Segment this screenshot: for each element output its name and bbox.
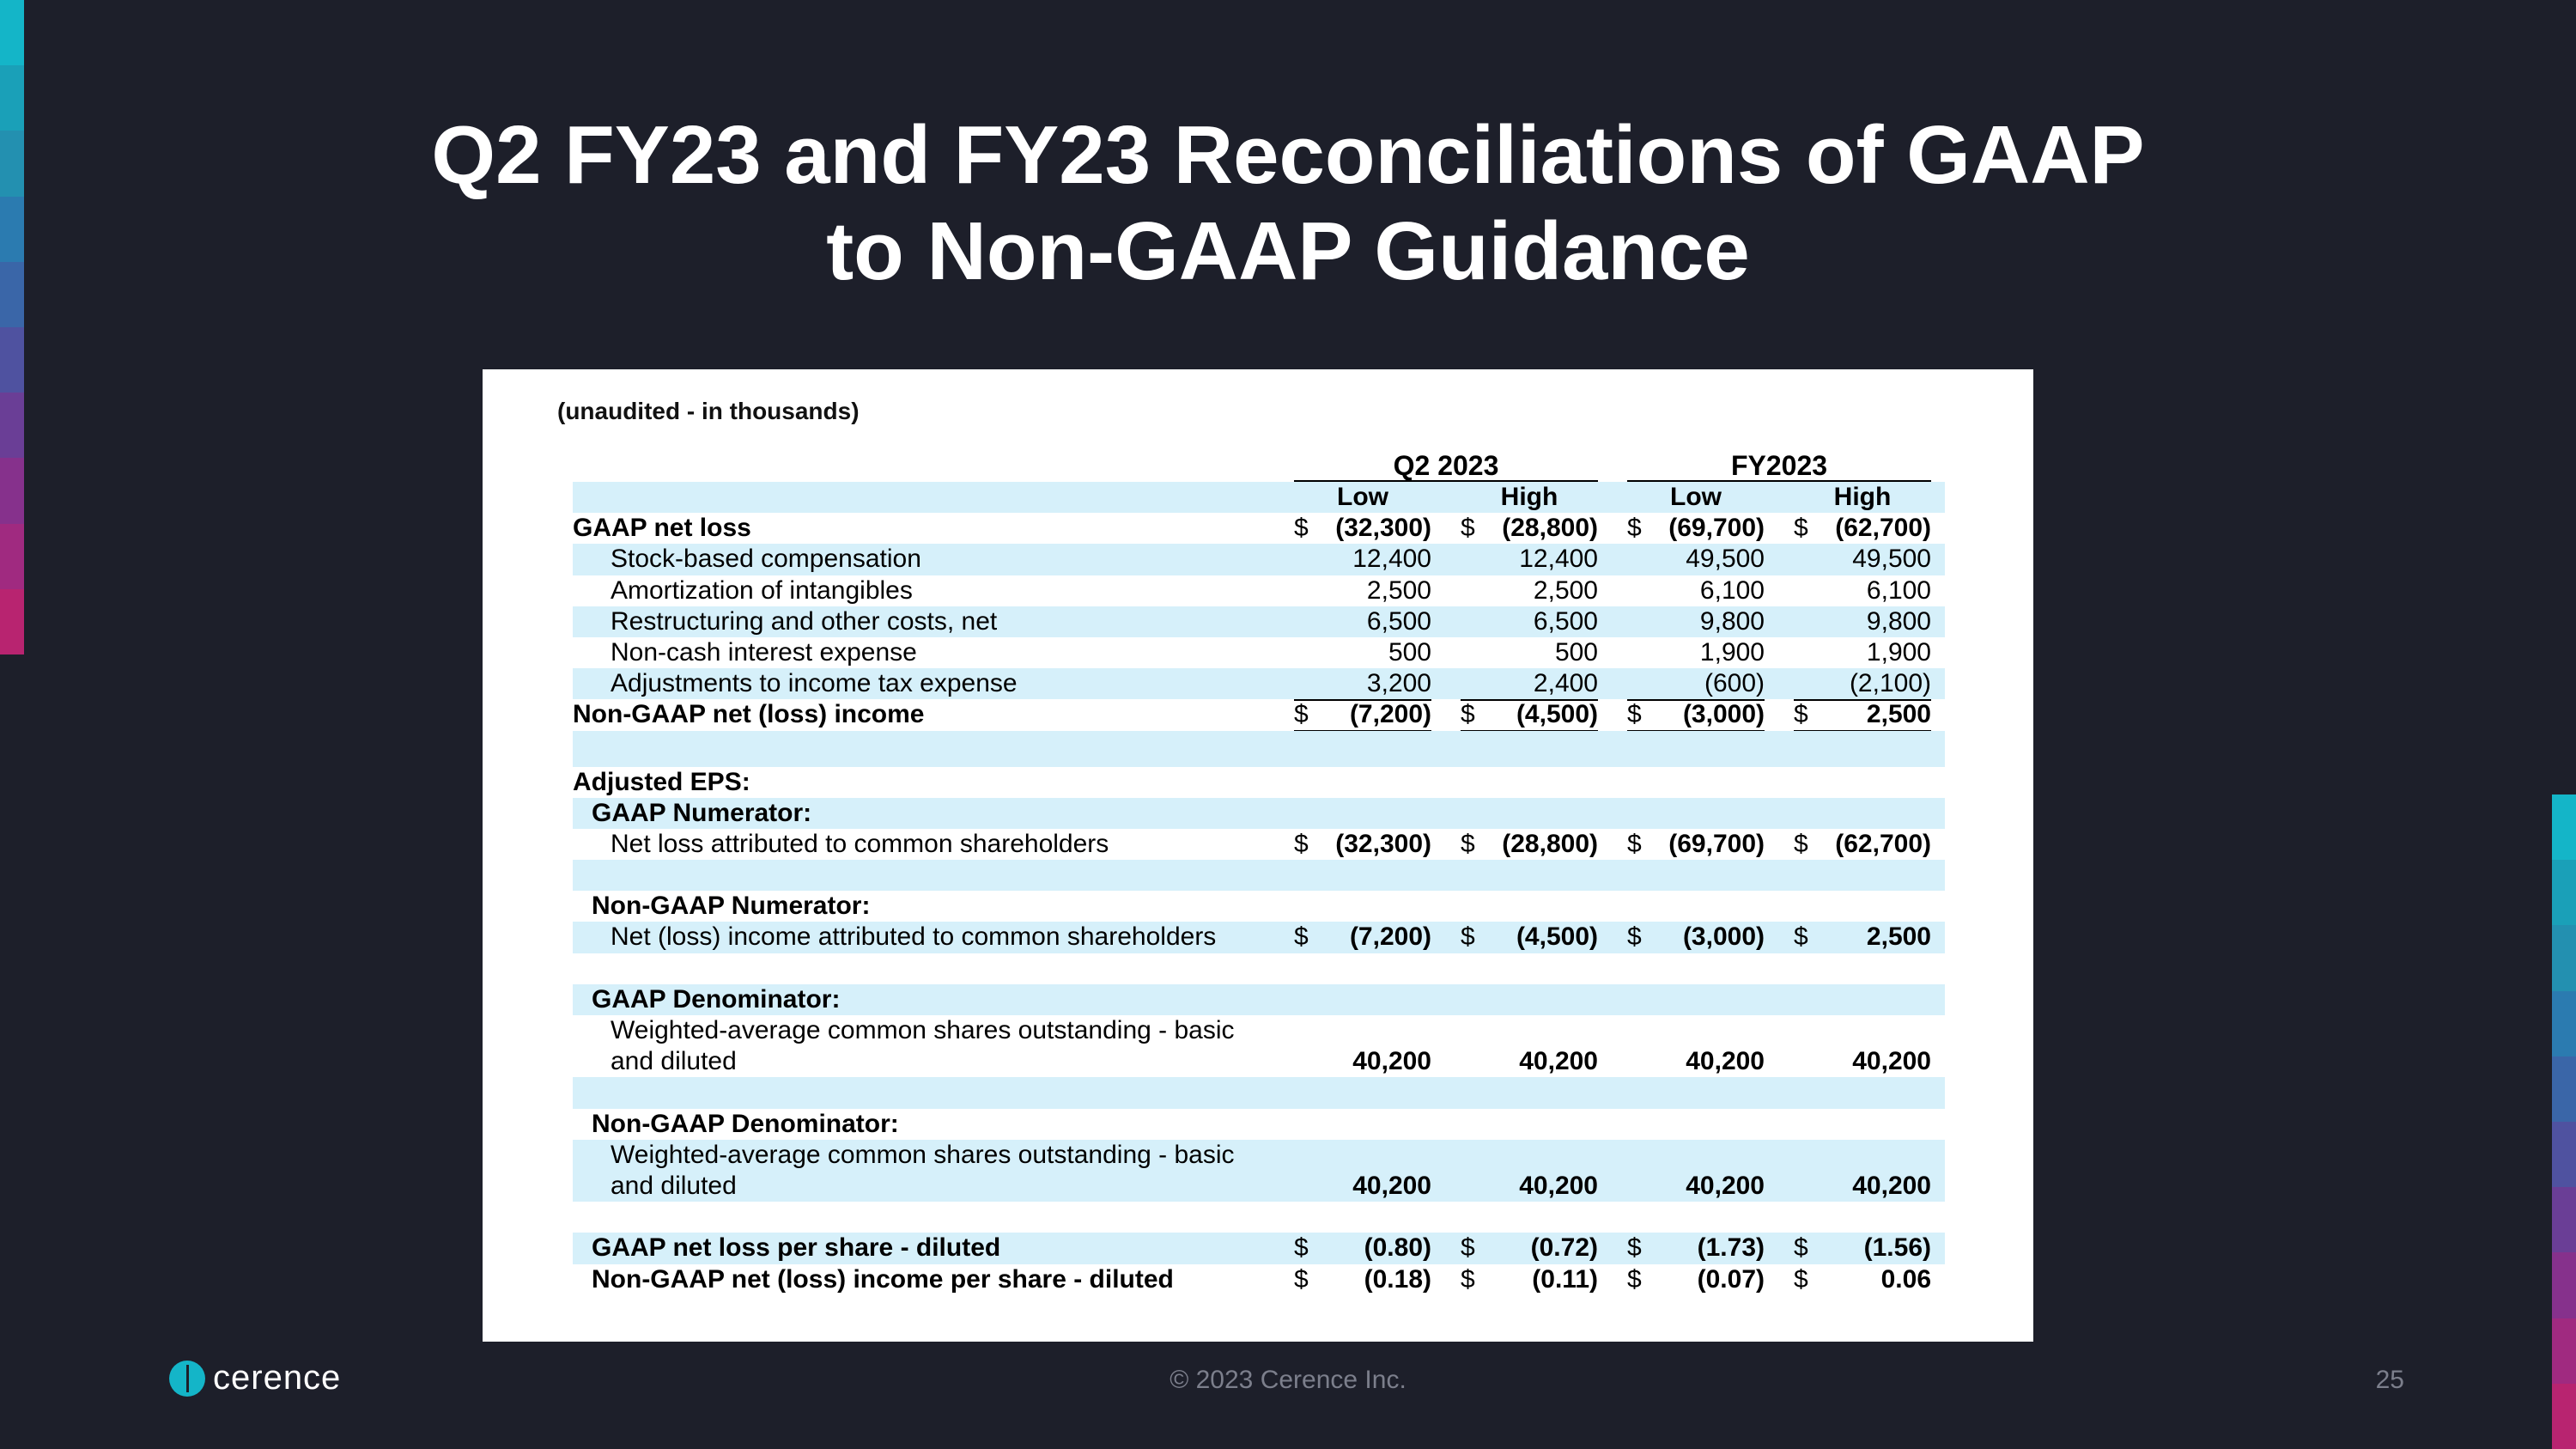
table-row — [573, 544, 1945, 575]
cell-value: 2,500 — [1366, 575, 1431, 605]
cell-value: (0.80) — [1364, 1233, 1431, 1263]
currency-symbol: $ — [1627, 700, 1642, 729]
row-label: Non-cash interest expense — [611, 637, 917, 667]
cell-value: (62,700) — [1835, 829, 1931, 858]
cell-value: (0.18) — [1364, 1264, 1431, 1294]
cell-value: (28,800) — [1502, 829, 1598, 858]
currency-symbol: $ — [1461, 514, 1475, 543]
table-note: (unaudited - in thousands) — [557, 398, 860, 424]
cell-value: 9,800 — [1866, 606, 1931, 636]
cell-value: (0.11) — [1532, 1264, 1598, 1294]
right-accent-stripe — [2552, 795, 2576, 1449]
row-label: Weighted-average common shares outstanding - basic and diluted — [611, 1140, 1235, 1200]
table-row — [573, 1015, 1945, 1077]
row-label: Non-GAAP net (loss) income per share - diluted — [592, 1264, 1174, 1294]
cell-value: 40,200 — [1352, 1171, 1431, 1200]
cell-value: (3,000) — [1682, 922, 1765, 952]
currency-symbol: $ — [1794, 700, 1808, 729]
currency-symbol: $ — [1627, 922, 1642, 952]
currency-symbol: $ — [1294, 829, 1309, 858]
row-label: Non-GAAP net (loss) income — [573, 700, 925, 729]
cell-value: 6,500 — [1533, 606, 1598, 636]
cell-value: 2,500 — [1533, 575, 1598, 605]
subheader-row — [573, 482, 1945, 513]
spacer-row — [573, 860, 1945, 891]
cell-value: 40,200 — [1686, 1047, 1765, 1076]
section-heading: Non-GAAP Denominator: — [592, 1109, 899, 1138]
cell-value: 2,500 — [1866, 922, 1931, 952]
cell-value: 12,400 — [1519, 545, 1598, 574]
cell-value: (3,000) — [1627, 699, 1765, 734]
row-label: Stock-based compensation — [611, 545, 921, 574]
reconciliation-table — [573, 451, 1945, 1295]
row-label: Restructuring and other costs, net — [611, 606, 998, 636]
reconciliation-panel — [483, 369, 2033, 1342]
copyright-text: © 2023 Cerence Inc. — [1170, 1366, 1406, 1394]
cell-value: (32,300) — [1335, 829, 1431, 858]
cell-value: 40,200 — [1352, 1047, 1431, 1076]
cell-value: (4,500) — [1516, 922, 1598, 952]
cell-value: (62,700) — [1835, 514, 1931, 543]
currency-symbol: $ — [1627, 1264, 1642, 1294]
cell-value: 40,200 — [1852, 1047, 1931, 1076]
section-heading: Non-GAAP Numerator: — [592, 892, 871, 921]
currency-symbol: $ — [1627, 1233, 1642, 1263]
cell-value: (0.07) — [1697, 1264, 1765, 1294]
logo-text: cerence — [213, 1359, 342, 1397]
currency-symbol: $ — [1794, 514, 1808, 543]
cell-value: 49,500 — [1686, 545, 1765, 574]
currency-symbol: $ — [1461, 922, 1475, 952]
table-row — [573, 984, 1945, 1015]
spacer-row — [573, 731, 1945, 767]
cell-value: 2,500 — [1794, 699, 1931, 734]
cell-value: 40,200 — [1686, 1171, 1765, 1200]
slide-title-line1: Q2 FY23 and FY23 Reconciliations of GAAP — [431, 109, 2145, 201]
table-row — [573, 575, 1945, 606]
table-row — [573, 637, 1945, 668]
cell-value: 40,200 — [1519, 1171, 1598, 1200]
currency-symbol: $ — [1294, 514, 1309, 543]
section-heading: GAAP Denominator: — [592, 984, 841, 1014]
cell-value: (4,500) — [1461, 699, 1598, 734]
left-accent-stripe — [0, 0, 24, 654]
cell-value: 6,500 — [1366, 606, 1431, 636]
cell-value: 49,500 — [1852, 545, 1931, 574]
row-label: Amortization of intangibles — [611, 575, 913, 605]
currency-symbol: $ — [1461, 1264, 1475, 1294]
cell-value: (7,200) — [1294, 699, 1431, 734]
cell-value: (28,800) — [1502, 514, 1598, 543]
subheader-q2-low: Low — [1337, 483, 1388, 511]
table-row — [573, 606, 1945, 637]
subheader-fy-high: High — [1833, 483, 1892, 511]
subheader-fy-low: Low — [1670, 483, 1722, 511]
cell-value: (2,100) — [1794, 668, 1931, 701]
cell-value: (69,700) — [1668, 514, 1765, 543]
column-group-header — [573, 451, 1945, 482]
cell-value: (1.73) — [1697, 1233, 1765, 1263]
currency-symbol: $ — [1627, 829, 1642, 858]
spacer-row — [573, 953, 1945, 984]
currency-symbol: $ — [1294, 1233, 1309, 1263]
slide-title — [0, 107, 2576, 300]
row-label: Weighted-average common shares outstanding - basic and diluted — [611, 1016, 1235, 1075]
currency-symbol: $ — [1627, 514, 1642, 543]
currency-symbol: $ — [1461, 829, 1475, 858]
cell-value: 500 — [1388, 637, 1431, 667]
currency-symbol: $ — [1794, 922, 1808, 952]
cell-value: 40,200 — [1519, 1047, 1598, 1076]
page-number: 25 — [2375, 1366, 2404, 1394]
table-row — [573, 1233, 1945, 1263]
currency-symbol: $ — [1294, 700, 1309, 729]
row-label: GAAP net loss per share - diluted — [592, 1233, 1001, 1263]
currency-symbol: $ — [1794, 1233, 1808, 1263]
table-row — [573, 1140, 1945, 1202]
table-row — [573, 767, 1945, 798]
currency-symbol: $ — [1794, 829, 1808, 858]
currency-symbol: $ — [1294, 922, 1309, 952]
cell-value: (0.72) — [1530, 1233, 1598, 1263]
subheader-q2-high: High — [1500, 483, 1558, 511]
row-label: Net (loss) income attributed to common shareholders — [611, 922, 1217, 952]
cell-value: (32,300) — [1335, 514, 1431, 543]
section-heading: Adjusted EPS: — [573, 767, 750, 796]
table-row — [573, 668, 1945, 699]
slide-title-line2: to Non-GAAP Guidance — [826, 205, 1750, 297]
cell-value: 6,100 — [1699, 575, 1765, 605]
row-label: Adjustments to income tax expense — [611, 669, 1018, 698]
row-label: Net loss attributed to common shareholders — [611, 829, 1109, 858]
group-q2-2023: Q2 2023 — [1294, 451, 1598, 482]
section-heading: GAAP Numerator: — [592, 798, 812, 827]
table-row — [573, 891, 1945, 922]
cell-value: (7,200) — [1349, 922, 1431, 952]
cell-value: (1.56) — [1863, 1233, 1931, 1263]
cell-value: 1,900 — [1866, 637, 1931, 667]
cell-value: 1,900 — [1699, 637, 1765, 667]
cell-value: 6,100 — [1866, 575, 1931, 605]
spacer-row — [573, 1077, 1945, 1108]
table-row — [573, 798, 1945, 829]
currency-symbol: $ — [1461, 1233, 1475, 1263]
cell-value: 9,800 — [1699, 606, 1765, 636]
cell-value: 500 — [1554, 637, 1598, 667]
table-row — [573, 829, 1945, 860]
cell-value: (600) — [1627, 668, 1765, 701]
cell-value: 3,200 — [1294, 668, 1431, 701]
table-row — [573, 922, 1945, 953]
cell-value: 40,200 — [1852, 1171, 1931, 1200]
table-row — [573, 1264, 1945, 1295]
row-label: GAAP net loss — [573, 514, 751, 543]
table-row — [573, 699, 1945, 730]
currency-symbol: $ — [1294, 1264, 1309, 1294]
currency-symbol: $ — [1794, 1264, 1808, 1294]
cell-value: 2,400 — [1461, 668, 1598, 701]
currency-symbol: $ — [1461, 700, 1475, 729]
table-row — [573, 513, 1945, 544]
cell-value: 0.06 — [1880, 1264, 1931, 1294]
cell-value: 12,400 — [1352, 545, 1431, 574]
group-fy2023: FY2023 — [1627, 451, 1931, 482]
table-row — [573, 1109, 1945, 1140]
spacer-row — [573, 1202, 1945, 1233]
cell-value: (69,700) — [1668, 829, 1765, 858]
